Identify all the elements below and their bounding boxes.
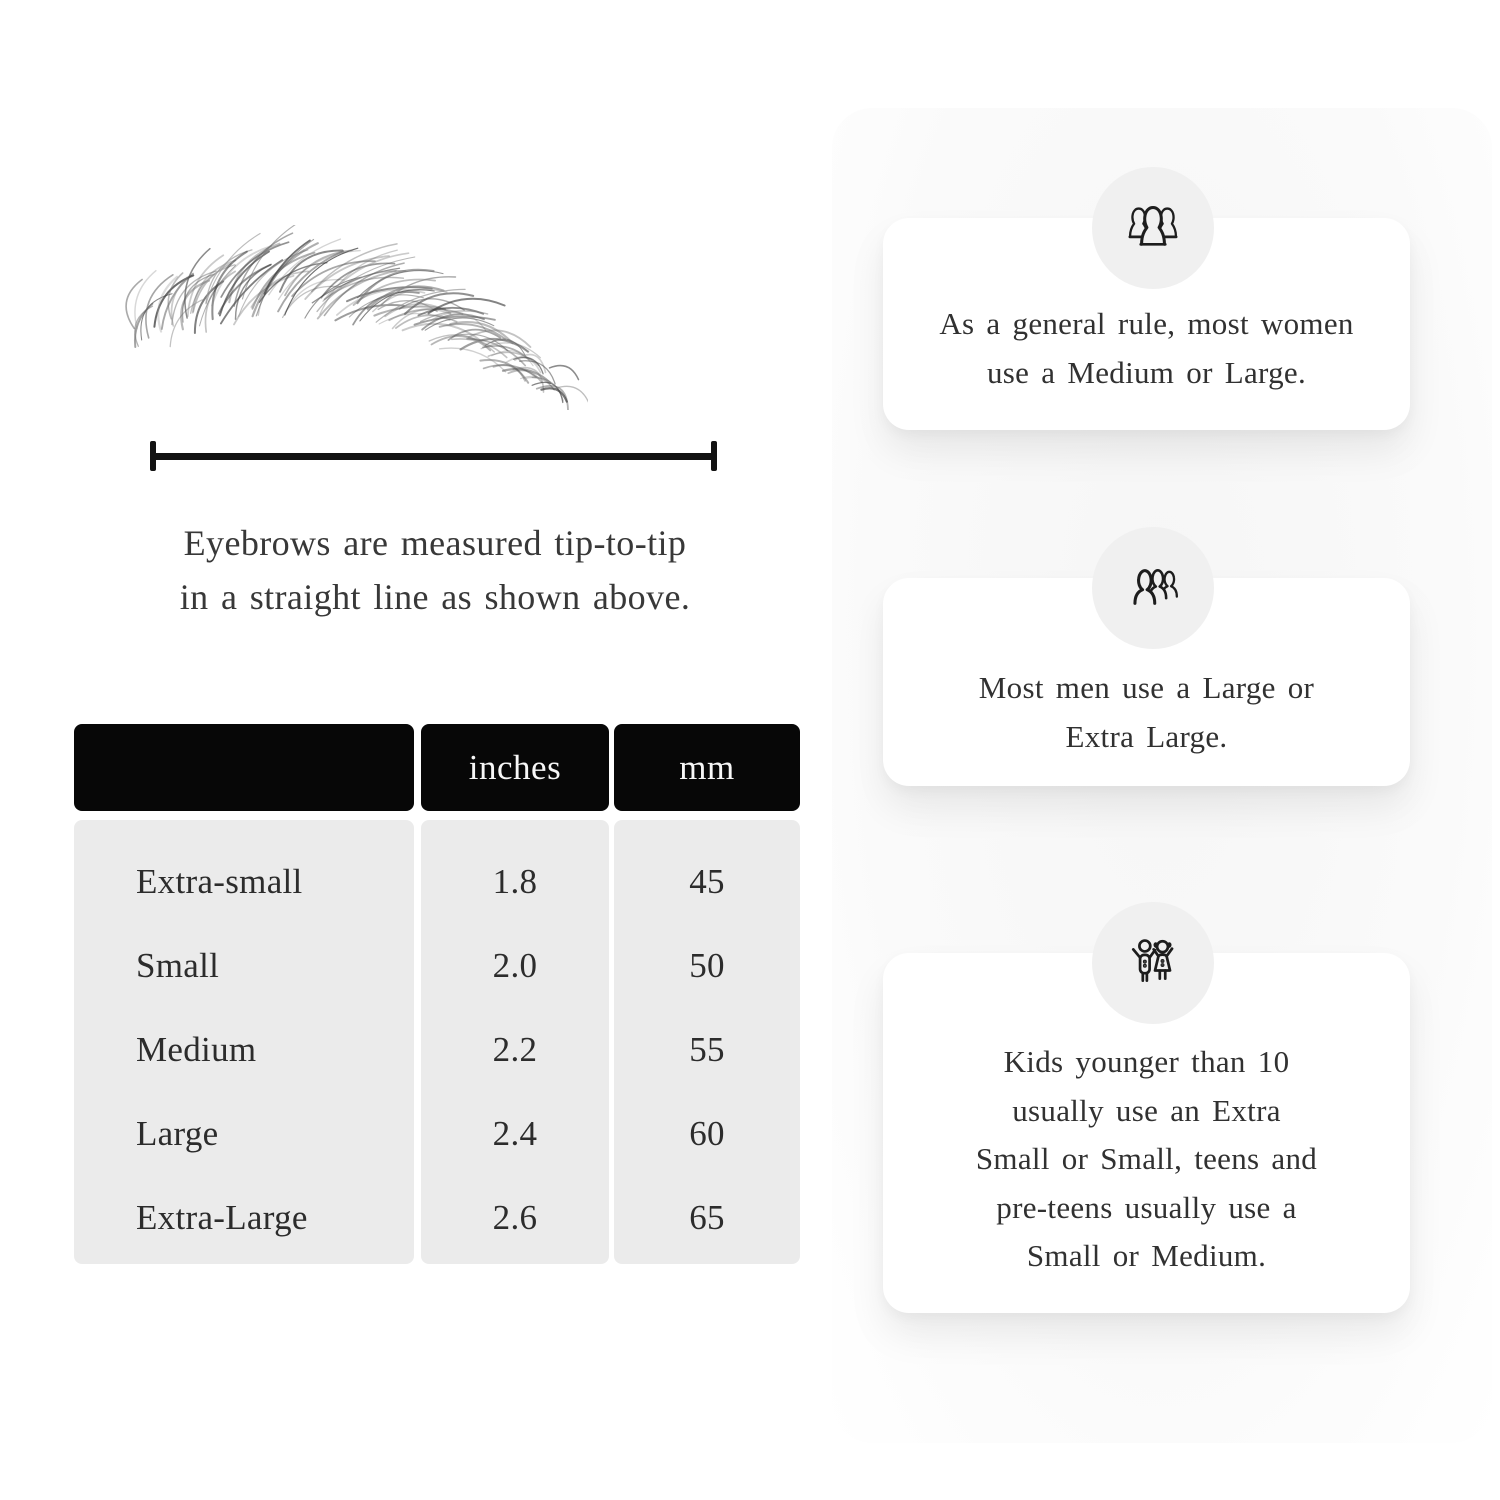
size-cell-mm: 60 — [689, 1114, 725, 1153]
size-cell-inches: 2.4 — [492, 1114, 538, 1153]
card-text-line: usually use an Extra — [1012, 1092, 1281, 1128]
size-table-header-inches: inches — [421, 724, 609, 811]
card-text-line: Extra Large. — [1065, 719, 1228, 754]
size-table-column-inches — [421, 820, 609, 1264]
size-cell-name: Medium — [136, 1030, 257, 1069]
measurement-line-right-cap — [711, 441, 717, 471]
size-table-column-sizes — [74, 820, 414, 1264]
measurement-caption — [85, 516, 785, 624]
size-cell-mm: 55 — [689, 1030, 725, 1069]
size-cell-name: Small — [136, 946, 220, 985]
measurement-caption-line1: Eyebrows are measured tip-to-tip — [183, 523, 687, 563]
size-cell-name: Extra-Large — [136, 1198, 308, 1237]
info-card-kids — [883, 953, 1410, 1313]
card-text-line: Most men use a Large or — [978, 670, 1315, 705]
measurement-line-bar — [150, 453, 717, 460]
kids-icon — [1119, 929, 1187, 997]
kids-icon-circle — [1092, 902, 1214, 1024]
info-card-men — [883, 578, 1410, 786]
size-table-header-blank — [74, 724, 414, 811]
card-text-line: use a Medium or Large. — [986, 355, 1307, 390]
women-group-icon — [1119, 194, 1187, 262]
size-cell-mm: 65 — [689, 1198, 725, 1237]
size-cell-name: Large — [136, 1114, 219, 1153]
card-text-line: Kids younger than 10 — [1003, 1044, 1290, 1079]
men-group-icon — [1119, 554, 1187, 622]
eyebrow-illustration — [118, 225, 588, 410]
info-card-women — [883, 218, 1410, 430]
size-table-header-row — [74, 724, 800, 811]
size-table — [74, 724, 800, 1264]
card-text-line: Small or Small, teens and — [975, 1141, 1318, 1176]
card-text-line: pre-teens usually use a — [996, 1189, 1297, 1225]
women-icon-circle — [1092, 167, 1214, 289]
card-text-line: As a general rule, most women — [939, 306, 1354, 341]
size-table-header-mm: mm — [614, 724, 800, 811]
size-cell-inches: 2.6 — [492, 1198, 538, 1237]
size-table-body — [74, 811, 800, 1264]
measurement-line — [150, 441, 717, 471]
size-table-column-mm — [614, 820, 800, 1264]
measurement-caption-line2: in a straight line as shown above. — [179, 577, 691, 617]
size-cell-name: Extra-small — [136, 862, 303, 901]
size-cell-mm: 50 — [689, 946, 725, 985]
size-cell-inches: 2.0 — [492, 946, 538, 985]
size-cell-inches: 1.8 — [492, 862, 538, 901]
card-text-line: Small or Medium. — [1026, 1238, 1267, 1273]
size-cell-inches: 2.2 — [492, 1030, 538, 1069]
size-cell-mm: 45 — [689, 862, 725, 901]
men-icon-circle — [1092, 527, 1214, 649]
